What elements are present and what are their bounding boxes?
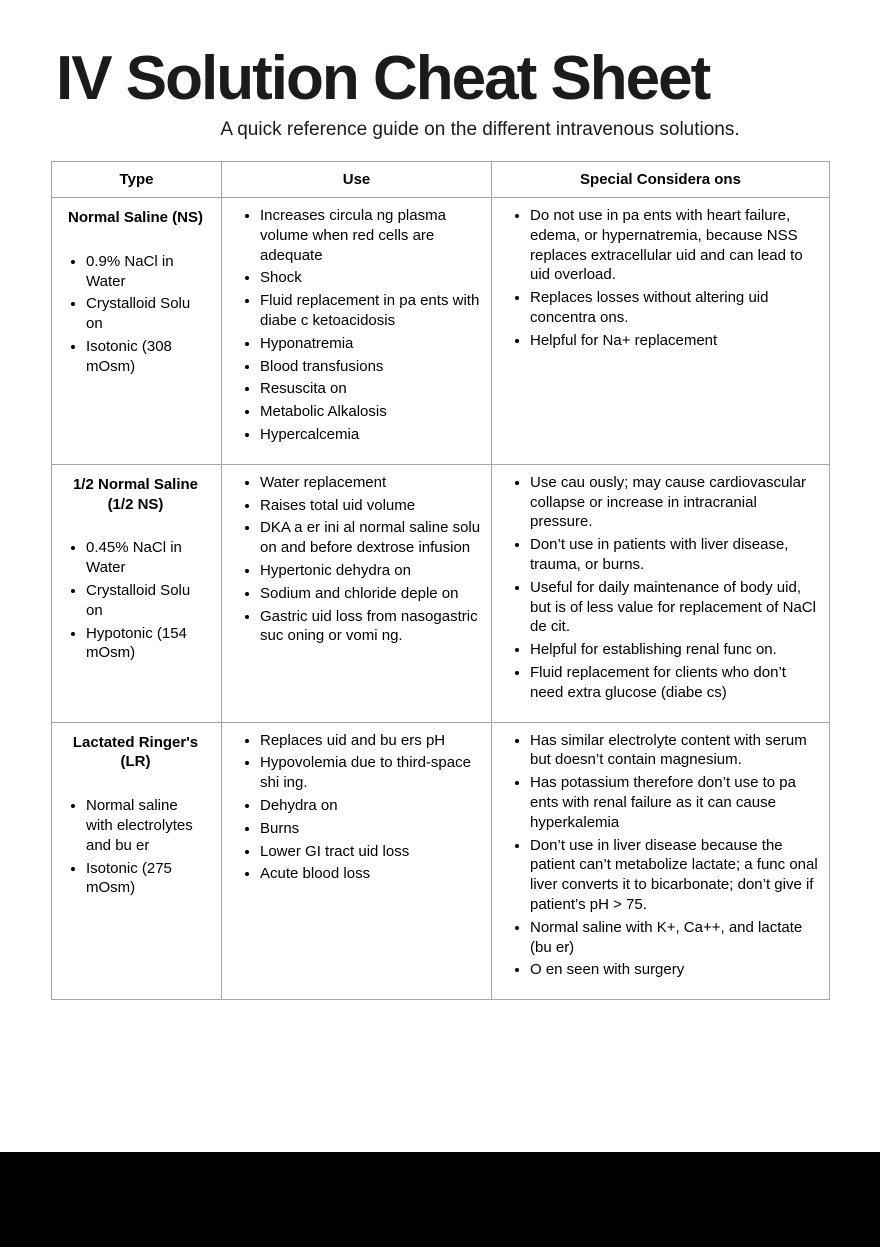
- considerations-cell: [492, 198, 830, 465]
- bullet-item: • Crystalloid Solu on: [86, 581, 203, 621]
- bullet-item: • Use cau ously; may cause cardiovascular collapse or increase in intracranial pressure.: [530, 473, 819, 532]
- bullet-item: • Hypotonic (154 mOsm): [86, 624, 203, 664]
- considerations-cell: [492, 464, 830, 722]
- bullet-item: • Replaces losses without altering uid concentra ons.: [530, 288, 819, 328]
- iv-solution-table: [51, 161, 830, 1000]
- bullet-item: • Hypovolemia due to third-space shi ing.: [260, 753, 481, 793]
- bullet-item: • Shock: [260, 268, 481, 288]
- bullet-item: • 0.45% NaCl in Water: [86, 538, 203, 578]
- considerations-bullet-list: [494, 206, 821, 351]
- bullet-item: • Lower GI tract uid loss: [260, 842, 481, 862]
- page-bottom-black-band: [0, 1152, 880, 1247]
- bullet-item: • Blood transfusions: [260, 357, 481, 377]
- table-header-row: [52, 162, 830, 198]
- bullet-item: • Replaces uid and bu ers pH: [260, 731, 481, 751]
- bullet-item: • Do not use in pa ents with heart failure, edema, or hypernatremia, because NSS replaces extracellular uid and can lead to uid overload.: [530, 206, 819, 285]
- use-cell: [222, 722, 492, 1000]
- type-bullet-list: [54, 796, 213, 898]
- bullet-item: • Resuscita on: [260, 379, 481, 399]
- solution-name: Normal Saline (NS): [67, 209, 204, 227]
- bullet-item: • Has potassium therefore don’t use to pa ents with renal failure as it can cause hyperkalemia: [530, 773, 819, 832]
- bullet-item: • Has similar electrolyte content with serum but doesn’t contain magnesium.: [530, 731, 819, 771]
- page-subtitle: A quick reference guide on the different intravenous solutions.: [220, 119, 740, 141]
- type-cell: [52, 722, 222, 1000]
- bullet-item: • Useful for daily maintenance of body uid, but is of less value for replacement of NaCl de cit.: [530, 578, 819, 637]
- bullet-item: • Hyponatremia: [260, 334, 481, 354]
- bullet-item: • Isotonic (308 mOsm): [86, 337, 203, 377]
- solution-name: 1/2 Normal Saline (1/2 NS): [72, 475, 199, 513]
- bullet-item: • Helpful for Na+ replacement: [530, 331, 819, 351]
- bullet-item: • Metabolic Alkalosis: [260, 402, 481, 422]
- table-row-half-normal-saline: [52, 464, 830, 722]
- bullet-item: • Normal saline with electrolytes and bu er: [86, 796, 203, 855]
- column-header-special-considerations: Special Considera ons: [492, 162, 830, 198]
- table-row-normal-saline: [52, 198, 830, 465]
- solution-name: Lactated Ringer's (LR): [72, 733, 199, 771]
- bullet-item: • Increases circula ng plasma volume when red cells are adequate: [260, 206, 481, 265]
- bullet-item: • Fluid replacement for clients who don’t need extra glucose (diabe cs): [530, 663, 819, 703]
- type-cell: [52, 198, 222, 465]
- bullet-item: • Normal saline with K+, Ca++, and lactate (bu er): [530, 918, 819, 958]
- use-cell: [222, 464, 492, 722]
- page-title: IV Solution Cheat Sheet: [56, 44, 710, 113]
- bullet-item: • Sodium and chloride deple on: [260, 584, 481, 604]
- bullet-item: • Acute blood loss: [260, 864, 481, 884]
- bullet-item: • Gastric uid loss from nasogastric suc oning or vomi ng.: [260, 607, 481, 647]
- type-bullet-list: [54, 538, 213, 663]
- bullet-item: • O en seen with surgery: [530, 960, 819, 980]
- bullet-item: • 0.9% NaCl in Water: [86, 252, 203, 292]
- use-cell: [222, 198, 492, 465]
- bullet-item: • Isotonic (275 mOsm): [86, 859, 203, 899]
- use-bullet-list: [224, 206, 483, 445]
- use-bullet-list: [224, 473, 483, 646]
- bullet-item: • Fluid replacement in pa ents with diabe c ketoacidosis: [260, 291, 481, 331]
- bullet-item: • Water replacement: [260, 473, 481, 493]
- type-bullet-list: [54, 252, 213, 377]
- bullet-item: • DKA a er ini al normal saline solu on and before dextrose infusion: [260, 518, 481, 558]
- considerations-bullet-list: [494, 731, 821, 981]
- type-cell: [52, 464, 222, 722]
- column-header-type: Type: [52, 162, 222, 198]
- considerations-bullet-list: [494, 473, 821, 703]
- bullet-item: • Don’t use in liver disease because the patient can’t metabolize lactate; a func onal liver converts it to bicarbonate; don’t give if patient’s pH > 75.: [530, 836, 819, 915]
- considerations-cell: [492, 722, 830, 1000]
- bullet-item: • Helpful for establishing renal func on.: [530, 640, 819, 660]
- bullet-item: • Hypertonic dehydra on: [260, 561, 481, 581]
- use-bullet-list: [224, 731, 483, 885]
- bullet-item: • Burns: [260, 819, 481, 839]
- table-row-lactated-ringers: [52, 722, 830, 1000]
- bullet-item: • Raises total uid volume: [260, 496, 481, 516]
- bullet-item: • Hypercalcemia: [260, 425, 481, 445]
- bullet-item: • Dehydra on: [260, 796, 481, 816]
- bullet-item: • Don’t use in patients with liver disease, trauma, or burns.: [530, 535, 819, 575]
- bullet-item: • Crystalloid Solu on: [86, 294, 203, 334]
- column-header-use: Use: [222, 162, 492, 198]
